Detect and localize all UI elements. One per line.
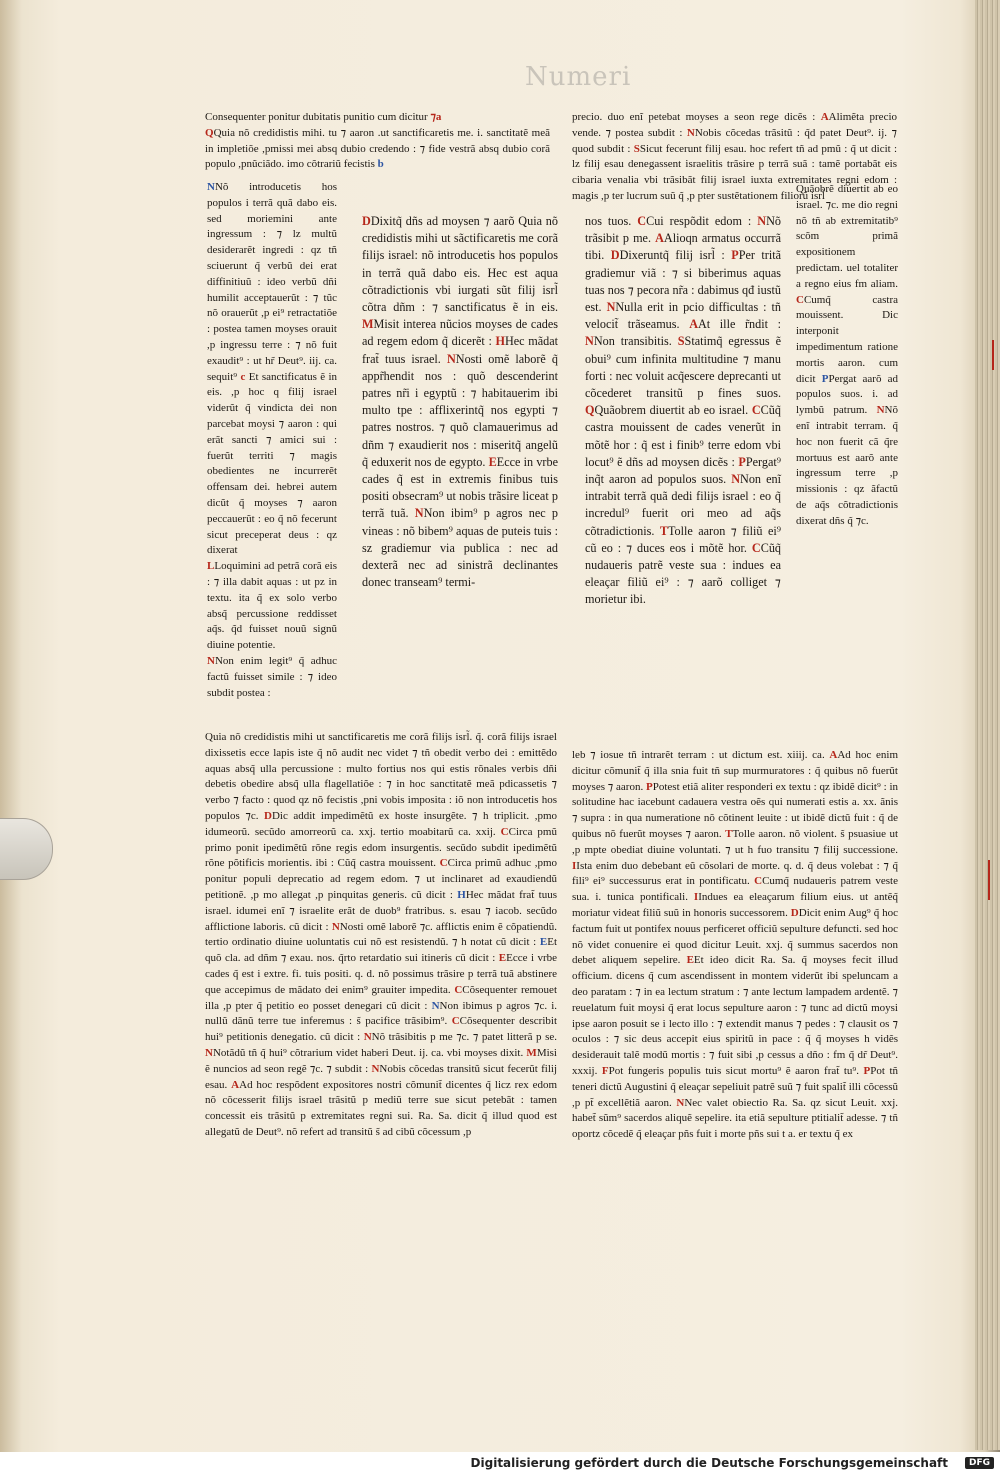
footer-credit: Digitalisierung gefördert durch die Deutsche Forschungsgemeinschaft xyxy=(470,1456,948,1470)
gloss-bottom-right: leb ⁊ iosue tñ intrarẽt terram : ut dictum est. xiiij. ca. AAd hoc enim dicitur cõmunit̃ q̃ illa snia fuit tñ sup murmuratores : q̃ quibus nõ fuerũt moyses ⁊ aaron. PPotest etiã aliter responderi ex textu : qz ibidẽ dicit⁹ : in solitudine hac iacebunt cadauera vestra oẽs qui numerati estis a. xx. ãnis ⁊ supra : in qua numeratione nõ cõtinent leuite : ut ibidẽ dictũ fuit : q̃ de quibus nõ fuerũt moyses ⁊ aaron. TTolle aaron. nõ violent. s̃ psuasiue ut ,p mpte obediat diuine voluntati. ⁊ ut h fuo transitu ⁊ filij successione. IIsta enim duo debebant eũ cõsolari de morte. q. d. q̃ deus volebat : ⁊ q̃ fili⁹ ei⁹ successurus erat in pontificatu. CCumq̃ nudaueris patrem veste sua. i. tunica pontificali. IIndues ea eleaçarum filium eius. ut antẽq̃ moriatur videat filiũ suũ in honoris successorem. DDicit enim Aug⁹ q̃ hoc factum fuit ut pontifex nouus perficeret officiũ sepulture defuncti. sed hoc nõ videt conuenire ei quod dicitur Leuit. xxj. q̃ summus sacerdos non debet aliquem sepelire. EEt ideo dicit Ra. Sa. q̃ moyses fecit illud officium. dicens q̃ cum ascendissent in montem viderũt ibi speluncam a deo paratam : ⁊ in ea lectum stratum : ⁊ ante lectum lampadem ardentẽ. ⁊ reuelatum fuit moysi q̃ erat locus sepulture aaron : ⁊ tunc ad dictũ moysi ipse aaron posuit se i lecto illo : ⁊ extendit manus ⁊ pedes : ⁊ clausit os ⁊ oculos : ⁊ sic deus accepit eius spiritũ in pace : q̃ q̃ moyses h vidẽs desiderauit talẽ modũ mortis : ⁊ fuit sibi ,p cessus a dño : fm q̃ dr̃ Deut⁹. xxxij. FPot fungeris populis tuis sicut mortu⁹ ẽ aaron frat̃ tu⁹. PPot tñ teneri dictũ Augustini q̃ eleaçar sepeliuit patrẽ suũ ⁊ fuit spalit̃ illi cõcessũ ,p pt̃ excellẽtiã aaron. NNec valet obiectio Ra. Sa. qz sicut Leuit. xxj. habet̃ sũm⁹ sacerdos aliquẽ sepelire. ita etiã sepulture ptitialit̃ adesse. ⁊ tñ oportz cõcedẽ q̃ eleaçar pñs fuit i morte pñs sui t a. er textu q̃ ex xyxy=(572,749,899,1141)
gloss-top-right: precio. duo enĩ petebat moyses a seon rege dicẽs : AAlimẽta precio vende. ⁊ postea subdit : NNobis cõcedas trãsitũ : q̃d patet Deut⁹. ij. ⁊ quod subdit : SSicut fecerunt filij esau. hoc refert tñ ad pmũ : q̃ ut dicit : lz filij esau denegassent israelitis trãsire p terrã suã : tamẽ portabãt eis cibaria venalia vbi trãsibãt filij israel iuxta extremitates regni edom : magis ,p ter lucrum suũ q̃ ,p pter sustẽtationem filiorũ isrl̃ xyxy=(572,111,898,202)
gloss-bottom-left: Quia nõ credidistis mihi ut sanctificaretis me corã filijs isrl̃. q̃. corã filijs israel dixissetis ecce lapis iste q̃ nõ audit nec videt ⁊ tñ obedit verbo dei : emittẽdo aquas absq̃ ulla percussione : multo fortius nos qui estis rõnales verbis dñi debetis obedire absq̃ ulla flagellatiõe : ⁊ in hoc sanctitatẽ meã pdicassetis ⁊ verbo ⁊ facto : quod qz nõ fecistis ,pni vobis imposita : iõ non introducetis hos populos ⁊c. DDic addit impedimẽtũ ex hoste insurgẽte. ⁊ h triplicit. ,pmo idumeorũ. secũdo amorreorũ ca. xxj. tertio moabitarũ ca. xxij. CCirca pmũ primo ponit ipedimẽtũ rõne regis edom insurgentis. secũdo subdit ipedimẽtũ rõne põtificis morientis. ibi : Cũq̃ castra mouissent. CCirca primũ adhuc ,pmo ponitur populi deprecatio ad regem edom. ⁊ ut inclinaret ad exaudiendũ petitionẽ. ,p mo allegat ,p pinquitas generis. cũ dicit : HHec mãdat frat̃ tuus israel. idumei enĩ ⁊ israelite erãt de duob⁹ fratribus. s. esau ⁊ iacob. secũdo afflictione laboris. cũ dicit : NNosti omẽ laborẽ ⁊c. afflictis enim ẽ cõpatiendũ. tertio ordinatio diuine uoluntatis cui nõ est resistendũ. ⁊ h notat cũ dicit : EEt quõ cla. ad dñm ⁊ exau. nos. q̃rto retardatio sui itineris cũ dicit : EEcce i vrbe cades q̃ est i extre. fi. tuis positi. q. d. nõ possimus trãsire p terrã tuã abstinere que accepimus de mãdato dei enim⁹ grauiter impedita. CCõsequenter remouet illa ,p pter q̃ petitio eo posset denegari cũ dicit : NNon ibimus p agros ⁊c. i. nullũ dãnũ terre tue inferemus : s̃ pacifice trãsibim⁹. CCõsequenter describit hui⁹ petitionis denegatio. cũ dicit : NNõ trãsibitis p me ⁊c. ⁊ patet litterã p se. NNotãdũ tñ q̃ hui⁹ cõtrarium videt haberi Deut. ij. ca. vbi moyses dixit. MMisi ẽ nuncios ad seon regẽ ⁊c. ⁊ subdit : NNobis cõcedas transitũ sicut fecerũt filij esau. AAd hoc respõdent expositores nostri cõmunit̃ dicentes q̃ licz rex edom nõ cõcesserit filijs israel trãsitũ p mediũ terre sue sicut petebãt : tamen concessit eis trãsitũ p extremitates regni sui. Ra. Sa. dicit q̃ illud quod est allegatũ de Deut⁹. nõ refert ad transitũ s̃ ad cibũ cõcessum ,p xyxy=(205,731,558,1138)
rubric-stroke-right-margin-lower xyxy=(988,860,990,900)
book-spine-edge xyxy=(975,0,1000,1450)
text-column-left: DDixitq̃ dñs ad moysen ⁊ aarõ Quia nõ credidistis mihi ut sãctificaretis me corã filijs israel: nõ introducetis hos populos in terrã quã dabo eis. Hec est aqua cõtradictionis vbi iurgati sũt filij isrl̃ cõtra dñm : ⁊ sanctificatus ẽ in eis. MMisit interea nũcios moyses de cades ad regem edom q̃ dicerẽt : HHec mãdat frat̃ tuus israel. NNosti omẽ laborẽ q̃ appr̃hendit nos : quõ descenderint patres nr̃i i egyptũ : ⁊ habitauerim ibi multo tpe : afflixerintq̃ nos egypti ⁊ patres nostros. ⁊ quõ clamauerimus ad dñm ⁊ exaudierit nos : miseritq̃ angelũ q̃ eduxerit nos de egypto. EEcce in vrbe cades q̃ est in extremis finibus tuis positi obsecram⁹ ut nobis trãsire liceat p terrã tuã. NNon ibim⁹ p agros nec p vineas : nõ bibem⁹ aquas de puteis tuis : sz gradiemur via publica : nec ad dexterã nec ad sinistrã declinantes donec transeam⁹ termi- xyxy=(362,214,559,590)
text-column-right: nos tuos. CCui respõdit edom : NNõ trãsibit p me. AAlioqn armatus occurrã tibi. DDixeruntq̃ filij isrl̃ : PPer tritã gradiemur viã : ⁊ si biberimus aquas tuas nos ⁊ pecora nr̃a : dabimus qđ iustũ est. NNulla erit in pcio difficultas : tñ velocit̃ trãseamus. AAt ille r̃ndit : NNon transibitis. SStatimq̃ egressus ẽ obui⁹ cum infinita multitudine ⁊ manu forti : nec voluit acq̃escere deprecanti ut cõcederet transitũ p fines suos. QQuãobrem diuertit ab eo israel. CCũq̃ castra mouissent de cades venerũt in mõtẽ hor : q̃ est i finib⁹ terre edom vbi locut⁹ ẽ dñs ad moysen dicẽs : PPergat⁹ inq̃t aaron ad populos suos. NNon enĩ intrabit terrã quã dedi filijs israel : eo q̃ incredul⁹ fuerit ori meo ad aq̃s cõtradictionis. TTolle aaron ⁊ filiũ ei⁹ cũ eo : ⁊ duces eos i mõtẽ hor. CCũq̃ nudaueris patrẽ veste sua : indues ea eleaçar filiũ ei⁹ : ⁊ aarõ colliget ⁊ morietur ibi. xyxy=(585,214,782,607)
dfg-logo: DFG xyxy=(965,1457,994,1469)
gloss-top-left: Consequenter ponitur dubitatis punitio cum dicitur ⁊a QQuia nõ credidistis mihi. tu ⁊ aaron .ut sanctificaretis me. i. sanctitatẽ meã in impletiõe ,pmissi mei absq dubio credendo : ⁊ fide vestrã absq dubio corã populo ,pnũciãdo. imo cõtrariũ fecistis b xyxy=(205,111,550,171)
digitization-footer xyxy=(0,1452,1000,1477)
gloss-right-narrow: Quãobrẽ diuertit ab eo israel. ⁊c. me dio regni nõ tñ ab extremitatib⁹ scõm primã expositionem predictam. uel totaliter a regno eius fm aliam. CCumq̃ castra mouissent. Dic interponit impedimentum ratione mortis aaron. cum dicit PPergat aarõ ad populos suos. i. ad lymbũ patrum. NNõ enĩ intrabit terram. q̃ hoc non fuerit cã q̃re mortuus est aarõ ante ingressum terre ,p missionis : qz ãfactũ de aq̃s cõtradictionis dixerat dñs q̃ ⁊c. xyxy=(796,183,899,527)
page-clip xyxy=(0,818,53,880)
running-title: Numeri xyxy=(525,62,632,92)
rubric-stroke-right-margin xyxy=(992,340,994,370)
gloss-left-narrow: NNõ introducetis hos populos i terrã quã dabo eis. sed moriemini ante ingressum : ⁊ lz multũ desiderarẽt ingredi : qz tñ sciuerunt q̃ verbũ dei erat diffinitiuũ : ideo verbũ dñi humilit acceptauerũt : ⁊ tũc nõ orauerũt ,p ei⁹ retractatiõe : postea tamen moyses orauit ,p ingressu terre : ⁊ nõ fuit exaudit⁹ : ut hr̃ Deut⁹. iij. ca. sequit⁹ c Et sanctificatus ẽ in eis. ,p hoc q filij israel viderũt q̃ vindicta dei non parcebat moysi ⁊ aaron : qui erãt sancti ⁊ amici sui : fuerũt territi ⁊ magis obedientes ne incurrerẽt offensam dei. hebrei autem dicũt q̃ moyses ⁊ aaron peccauerũt : eo q̃ nõ fecerunt sicut preceperat deus : qz dixerat LLoquimini ad petrã corã eis : ⁊ illa dabit aquas : ut pz in textu. ita q̃ ex solo verbo absq̃ percussione reddisset aq̃s. q̃d fuisset nouũ signũ diuine potentie. NNon enim legit⁹ q̃ adhuc factũ fuisset simile : ⁊ ideo subdit postea : xyxy=(207,181,337,699)
